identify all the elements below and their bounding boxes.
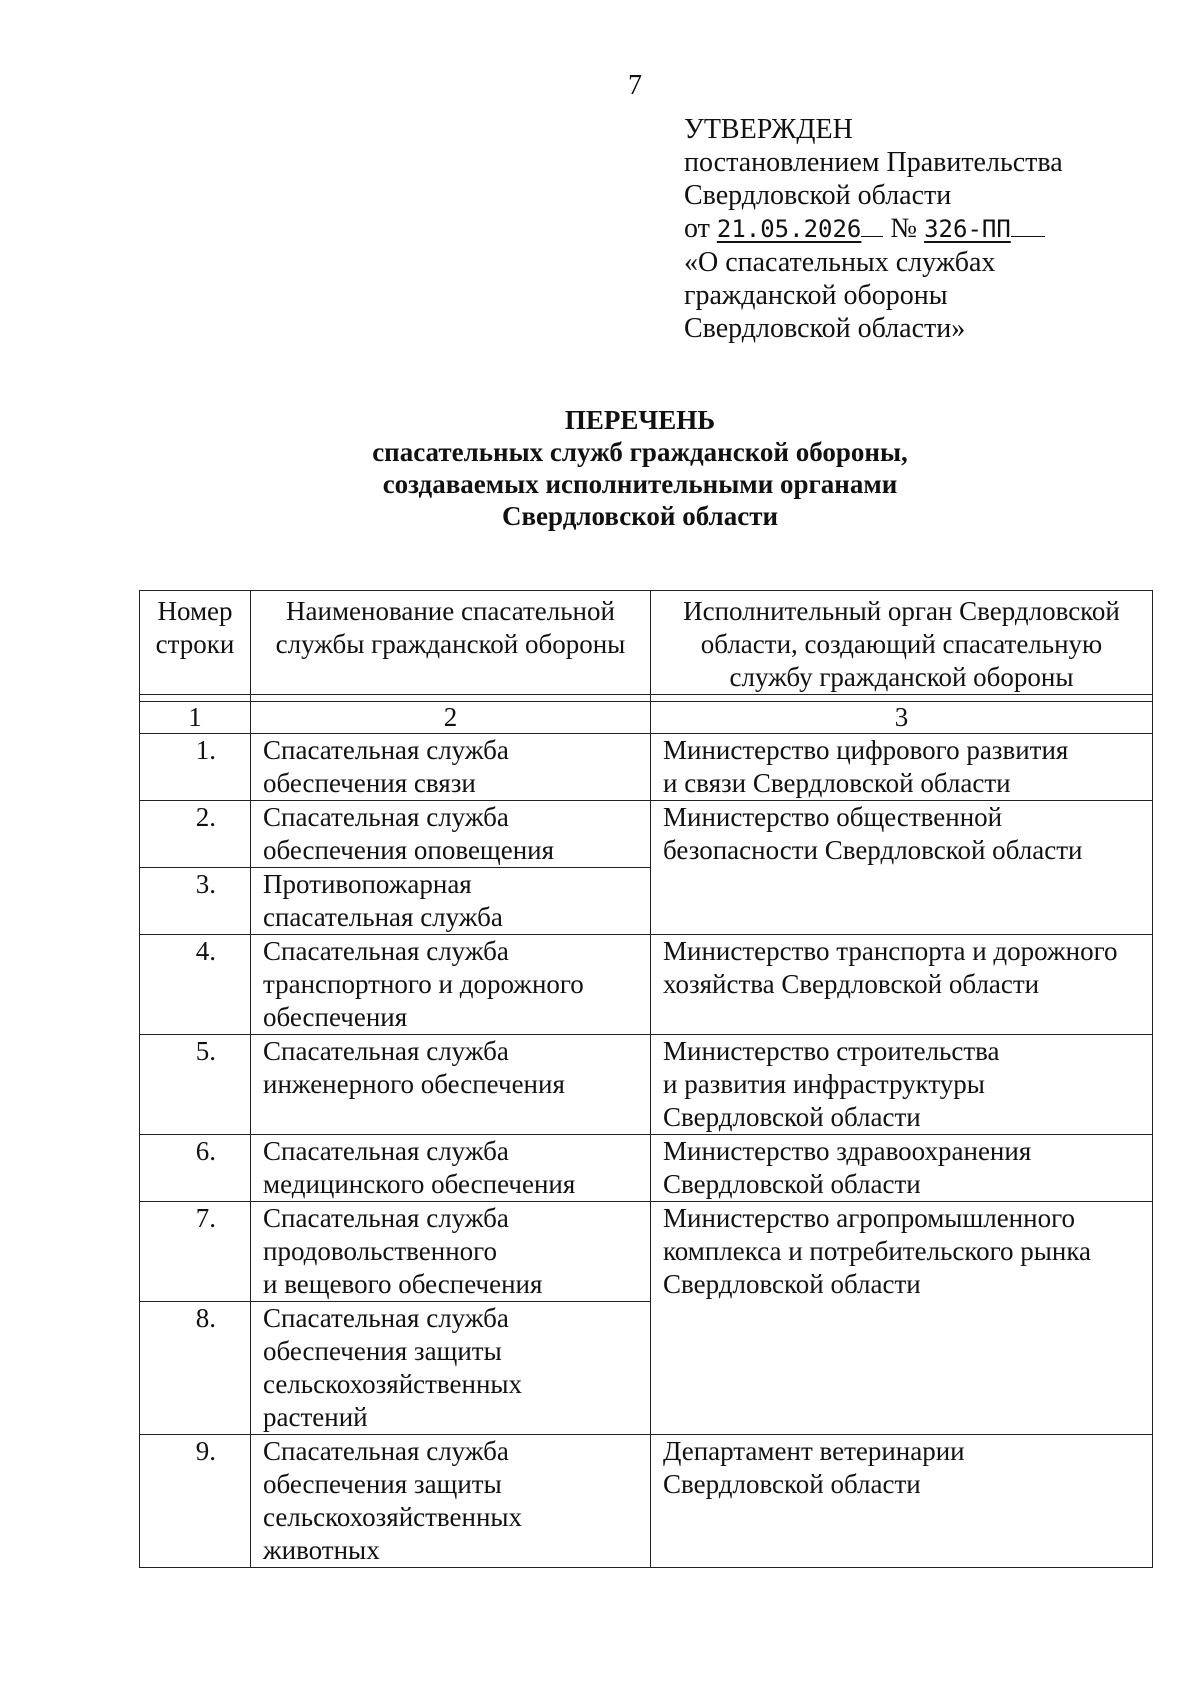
column-number: 3 [651, 702, 1153, 734]
service-name: Спасательная служба медицинского обеспечения [251, 1135, 651, 1202]
executive-body: Министерство агропромышленного комплекса и потребительского рынка Свердловской области [651, 1202, 1153, 1435]
row-number: 1. [140, 734, 251, 801]
approval-subject: Свердловской области» [684, 313, 966, 344]
service-name: Противопожарная спасательная служба [251, 868, 651, 935]
approval-heading: УТВЕРЖДЕН [684, 114, 853, 145]
table-row [140, 935, 1153, 1035]
header-executive-body: Исполнительный орган Свердловской области, создающий спасательную службу гражданской обороны [651, 591, 1153, 695]
services-table [139, 590, 1153, 1568]
executive-body: Министерство строительства и развития инфраструктуры Свердловской области [651, 1035, 1153, 1135]
approval-number: 326-ПП [924, 215, 1011, 243]
table-row [140, 801, 1153, 868]
header-row-number: Номер строки [140, 591, 251, 695]
title-line: Свердловской области [501, 501, 779, 531]
executive-body: Департамент ветеринарии Свердловской области [651, 1435, 1153, 1568]
table-row [140, 1135, 1153, 1202]
title-line: создаваемых исполнительными органами [382, 469, 898, 499]
service-name: Спасательная служба обеспечения связи [251, 734, 651, 801]
approval-block [684, 113, 1154, 345]
executive-body: Министерство общественной безопасности Свердловской области [651, 801, 1153, 935]
approval-line: Свердловской области [684, 180, 952, 211]
row-number: 5. [140, 1035, 251, 1135]
approval-subject: гражданской обороны [684, 280, 948, 311]
row-number: 3. [140, 868, 251, 935]
table-row [140, 1035, 1153, 1135]
table-row [140, 1202, 1153, 1302]
table-row [140, 734, 1153, 801]
row-number: 2. [140, 801, 251, 868]
service-name: Спасательная служба обеспечения защиты сельскохозяйственных растений [251, 1302, 651, 1435]
page-number: 7 [628, 70, 642, 101]
row-number: 6. [140, 1135, 251, 1202]
column-number: 2 [251, 702, 651, 734]
row-number: 8. [140, 1302, 251, 1435]
approval-subject: «О спасательных службах [684, 247, 996, 278]
title-line: ПЕРЕЧЕНЬ [564, 405, 716, 435]
approval-date-line [684, 212, 1154, 246]
service-name: Спасательная служба инженерного обеспечения [251, 1035, 651, 1135]
document-title [0, 404, 1200, 532]
row-number: 4. [140, 935, 251, 1035]
underline-blank [1011, 212, 1045, 237]
title-line: спасательных служб гражданской обороны, [372, 437, 908, 467]
approval-line: постановлением Правительства [684, 147, 1063, 178]
header-separator [140, 695, 1153, 702]
executive-body: Министерство здравоохранения Свердловской области [651, 1135, 1153, 1202]
row-number: 7. [140, 1202, 251, 1302]
service-name: Спасательная служба обеспечения защиты сельскохозяйственных животных [251, 1435, 651, 1568]
approval-date: 21.05.2026 [716, 215, 862, 243]
service-name: Спасательная служба продовольственного и вещевого обеспечения [251, 1202, 651, 1302]
header-service-name: Наименование спасательной службы гражданской обороны [251, 591, 651, 695]
table-header-row [140, 591, 1153, 695]
service-name: Спасательная служба транспортного и дорожного обеспечения [251, 935, 651, 1035]
date-prefix: от [684, 213, 710, 244]
row-number: 9. [140, 1435, 251, 1568]
column-number-row [140, 702, 1153, 734]
service-name: Спасательная служба обеспечения оповещения [251, 801, 651, 868]
table-row [140, 1435, 1153, 1568]
executive-body: Министерство транспорта и дорожного хозяйства Свердловской области [651, 935, 1153, 1035]
column-number: 1 [140, 702, 251, 734]
underline-blank [861, 212, 883, 237]
number-sign: № [890, 213, 918, 244]
executive-body: Министерство цифрового развития и связи Свердловской области [651, 734, 1153, 801]
